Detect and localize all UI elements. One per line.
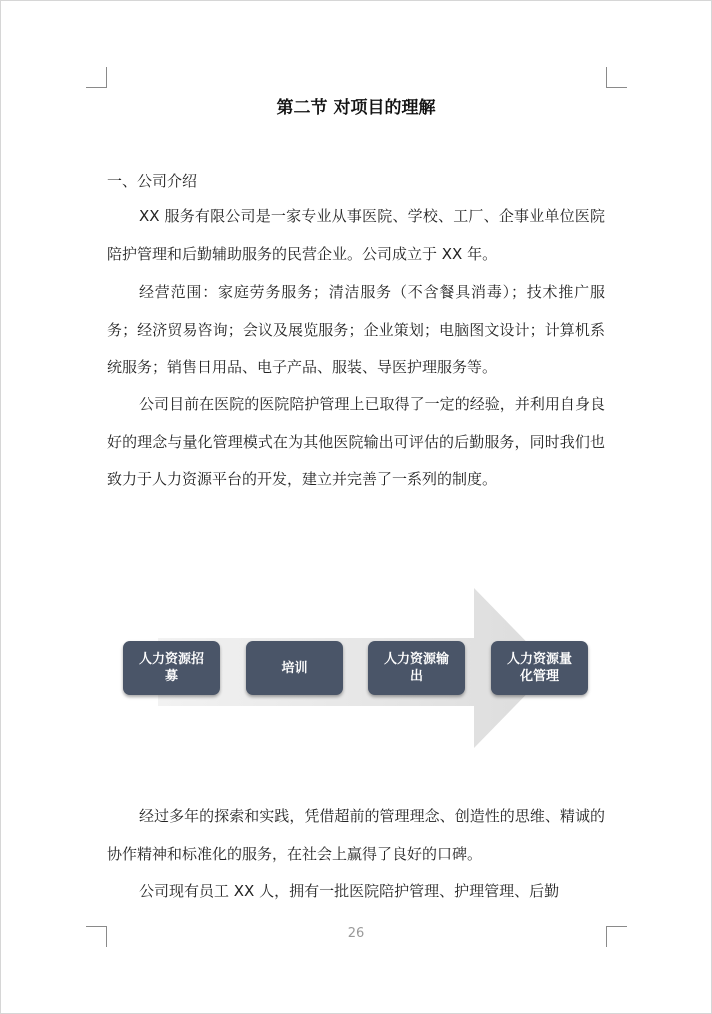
process-arrow [0,580,712,760]
paragraph-1: XX 服务有限公司是一家专业从事医院、学校、工厂、企事业单位医院陪护管理和后勤辅助服务的民营企业。公司成立于 XX 年。 [107,207,605,263]
paragraph-4: 经过多年的探索和实践，凭借超前的管理理念、创造性的思维、精诚的协作精神和标准化的服务，在社会上赢得了良好的口碑。 [107,807,605,863]
process-step-training: 培训 [246,641,343,695]
process-step-quantified-management: 人力资源量化管理 [491,641,588,695]
process-diagram [0,580,712,760]
heading-company-intro: 一、公司介绍 [107,172,198,190]
process-step-output: 人力资源输出 [368,641,465,695]
paragraph-5: 公司现有员工 XX 人，拥有一批医院陪护管理、护理管理、后勤 [139,882,560,900]
paragraph-2: 经营范围：家庭劳务服务；清洁服务（不含餐具消毒）；技术推广服务；经济贸易咨询；会议及展览服务；企业策划；电脑图文设计；计算机系统服务；销售日用品、电子产品、服装、导医护理服务等。 [107,283,605,376]
section-title: 第二节 对项目的理解 [276,98,436,118]
page-number: 26 [347,926,365,941]
paragraph-3: 公司目前在医院的医院陪护管理上已取得了一定的经验，并利用自身良好的理念与量化管理模式在为其他医院输出可评估的后勤服务，同时我们也致力于人力资源平台的开发，建立并完善了一系列的制度。 [107,395,605,488]
corner-mark-top-right [606,67,627,88]
corner-mark-top-left [86,67,107,88]
process-step-recruit: 人力资源招募 [123,641,220,695]
